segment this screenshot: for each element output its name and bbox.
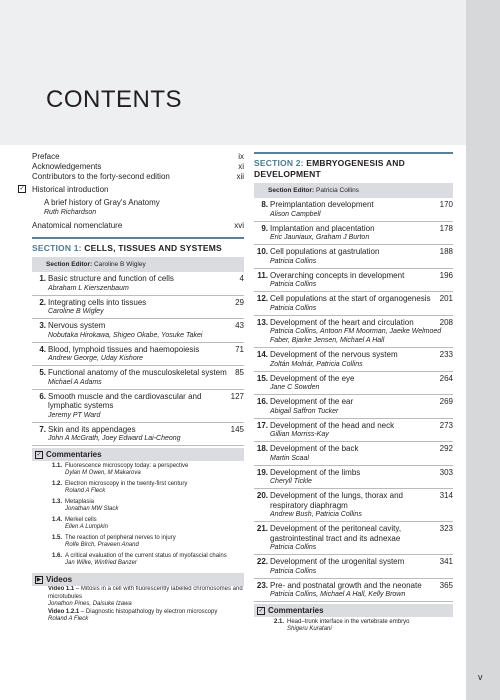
entry-title: Contributors to the forty-second edition <box>32 172 170 181</box>
chapter-entry[interactable] <box>254 419 453 443</box>
chapter-title: Functional anatomy of the musculoskeletal system <box>48 368 227 377</box>
chapter-page: 269 <box>439 397 453 406</box>
right-column <box>254 152 453 635</box>
chapter-title: Implantation and placentation <box>270 223 375 233</box>
chapter-body <box>270 581 453 600</box>
editor-name: Patricia Collins <box>316 187 360 194</box>
chapter-entry[interactable] <box>32 319 244 343</box>
commentary-authors: Rolfe Birch, Praveen Anand <box>65 542 139 548</box>
chapter-entry[interactable] <box>254 555 453 579</box>
chapter-authors: Michael A Adams <box>48 378 102 386</box>
commentary-entry[interactable] <box>32 515 244 533</box>
commentary-body <box>65 481 187 496</box>
chapter-title-row <box>48 425 244 435</box>
chapter-title: Development of the ear <box>270 397 354 406</box>
chapter-authors: Alison Campbell <box>270 210 321 218</box>
video-label: Video 1.1 <box>48 586 75 592</box>
toc-entry-historical-intro[interactable] <box>18 184 244 196</box>
section-name: CELLS, TISSUES AND SYSTEMS <box>84 243 222 253</box>
toc-entry-acknowledgements[interactable] <box>32 162 244 172</box>
section-1-header <box>32 237 244 272</box>
toc-entry-nomenclature[interactable] <box>32 221 244 231</box>
commentary-body <box>65 463 188 478</box>
entry-title: Preface <box>32 152 60 161</box>
section-editor <box>32 257 244 272</box>
chapter-title-row <box>270 444 453 454</box>
chapter-title-row <box>48 321 244 331</box>
chapter-number: 16. <box>256 397 268 406</box>
chapter-body <box>48 274 244 293</box>
chapter-authors: Zoltán Molnár, Patricia Collins <box>270 360 363 368</box>
chapter-entry[interactable] <box>254 222 453 246</box>
chapter-authors: Martin Scaal <box>270 454 309 462</box>
video-line <box>48 609 244 617</box>
entry-title: Anatomical nomenclature <box>32 221 123 230</box>
video-label: Video 1.2.1 <box>48 608 80 615</box>
chapter-title-row <box>48 274 244 284</box>
page-number: v <box>478 672 483 682</box>
chapter-body <box>48 298 244 317</box>
chapter-body <box>270 557 453 576</box>
chapter-entry[interactable] <box>32 390 244 423</box>
chapter-number: 17. <box>256 420 268 430</box>
chapter-title: Basic structure and function of cells <box>48 274 174 283</box>
chapter-number: 2. <box>39 297 46 307</box>
commentary-title: Fluorescence microscopy today: a perspective <box>65 462 189 469</box>
section-name: EMBRYOGENESIS AND DEVELOPMENT <box>254 158 405 179</box>
chapter-title-row <box>270 491 453 510</box>
left-column <box>19 152 244 624</box>
chapter-page: 292 <box>439 444 453 453</box>
chapter-body <box>48 321 244 340</box>
chapter-body <box>48 425 244 444</box>
chapter-page: 303 <box>439 467 453 477</box>
chapter-body <box>48 392 244 420</box>
section-1-chapters <box>32 272 244 446</box>
entry-title: Acknowledgements <box>32 162 102 171</box>
online-icon: ✓ <box>19 186 25 192</box>
chapter-number: 6. <box>39 391 46 401</box>
chapter-authors: Caroline B Wigley <box>48 308 104 315</box>
videos-header <box>32 573 244 586</box>
chapter-body <box>270 421 453 440</box>
commentary-authors: Ellen A Lumpkin <box>65 524 108 530</box>
chapter-title-row <box>270 468 453 478</box>
chapter-title: Smooth muscle and the cardiovascular and lymphatic systems <box>48 391 202 410</box>
chapter-title-row <box>48 298 244 308</box>
video-entry[interactable] <box>32 586 244 609</box>
section-label: SECTION 2: <box>254 158 304 168</box>
chapter-authors: Patricia Collins, Antoon FM Moorman, Jaeike Welmoed Faber, Bjarke Jensen, Michael A Hall <box>270 328 442 344</box>
chapter-page: 188 <box>439 247 453 256</box>
chapter-entry[interactable] <box>254 348 453 372</box>
commentary-number: 1.1. <box>51 462 62 469</box>
chapter-title-row <box>270 350 453 360</box>
chapter-page: 323 <box>439 524 453 533</box>
chapter-title: Development of the peritoneal cavity, gastrointestinal tract and its adnexae <box>270 524 402 543</box>
chapter-page: 208 <box>439 317 453 327</box>
video-icon: ▶ <box>36 577 42 583</box>
chapter-title: Pre- and postnatal growth and the neonate <box>270 580 422 590</box>
chapter-number: 9. <box>261 223 268 233</box>
chapter-authors: Patricia Collins <box>270 257 317 265</box>
chapter-number: 19. <box>256 467 268 477</box>
chapter-authors: Gillian Morriss-Kay <box>270 431 329 438</box>
chapter-number: 13. <box>256 317 268 327</box>
commentary-number: 1.6. <box>51 552 62 559</box>
video-line <box>48 586 244 601</box>
section-1-commentaries <box>32 461 244 569</box>
chapter-title: Development of the eye <box>270 373 355 383</box>
commentary-body <box>65 535 176 550</box>
chapter-number: 21. <box>256 524 268 533</box>
commentary-title: Metaplasia <box>65 498 95 505</box>
chapter-number: 7. <box>39 424 46 434</box>
chapter-page: 365 <box>439 580 453 590</box>
entry-title: A brief history of Gray's Anatomy <box>44 198 160 207</box>
commentary-body <box>65 553 227 568</box>
chapter-title: Development of the nervous system <box>270 350 398 359</box>
section-2-chapters <box>254 198 453 602</box>
chapter-page: 196 <box>439 270 453 280</box>
chapter-page: 170 <box>439 200 453 209</box>
chapter-body <box>48 368 244 387</box>
chapter-title-row <box>48 368 244 378</box>
chapter-body <box>270 271 453 290</box>
chapter-number: 15. <box>256 373 268 383</box>
commentary-body <box>65 517 108 532</box>
chapter-title-row <box>48 392 244 411</box>
chapter-entry[interactable] <box>254 466 453 490</box>
chapter-number: 18. <box>256 444 268 453</box>
commentary-authors: Roland A Fleck <box>65 488 106 494</box>
chapter-entry[interactable] <box>254 269 453 293</box>
chapter-entry[interactable] <box>32 423 244 447</box>
commentary-body <box>65 499 118 514</box>
chapter-title-row <box>270 318 453 328</box>
entry-page: xii <box>236 172 244 181</box>
chapter-body <box>270 444 453 463</box>
entry-page: xvi <box>234 221 244 230</box>
chapter-page: 71 <box>235 344 244 354</box>
chapter-title-row <box>270 247 453 257</box>
chapter-number: 4. <box>39 344 46 354</box>
chapter-entry[interactable] <box>254 316 453 349</box>
chapter-page: 314 <box>439 491 453 500</box>
chapter-number: 11. <box>257 270 268 280</box>
entry-page: ix <box>238 152 244 161</box>
chapter-page: 178 <box>439 223 453 233</box>
chapter-page: 341 <box>439 557 453 566</box>
commentary-entry[interactable] <box>32 479 244 497</box>
chapter-entry[interactable] <box>32 272 244 296</box>
chapter-title-row <box>270 524 453 543</box>
commentary-number: 1.3. <box>51 498 62 505</box>
chapter-authors: Andrew Bush, Patricia Collins <box>270 511 362 518</box>
header-band <box>0 0 466 145</box>
entry-title: Historical introduction <box>32 185 109 194</box>
chapter-authors: Eric Jauniaux, Graham J Burton <box>270 234 370 241</box>
chapter-body <box>270 524 453 552</box>
commentary-authors: Jonathan MW Slack <box>65 506 119 512</box>
chapter-title-row <box>270 271 453 281</box>
chapter-entry[interactable] <box>254 292 453 316</box>
commentary-entry[interactable] <box>32 497 244 515</box>
chapter-page: 85 <box>235 368 244 377</box>
chapter-authors: Abraham L Kierszenbaum <box>48 284 129 292</box>
commentary-title: Merkel cells <box>65 516 97 523</box>
chapter-title-row <box>270 581 453 591</box>
chapter-title-row <box>270 421 453 431</box>
chapter-page: 145 <box>230 424 244 434</box>
chapter-title-row <box>270 224 453 234</box>
commentaries-header <box>254 604 453 617</box>
commentary-number: 1.4. <box>51 516 62 523</box>
chapter-body <box>270 318 453 346</box>
chapter-title-row <box>270 294 453 304</box>
commentary-number: 1.2. <box>51 480 62 487</box>
chapter-title-row <box>270 374 453 384</box>
chapter-title: Integrating cells into tissues <box>48 297 147 307</box>
chapter-entry[interactable] <box>32 366 244 390</box>
chapter-title: Development of the head and neck <box>270 420 395 430</box>
chapter-body <box>270 247 453 266</box>
commentary-title: The reaction of peripheral nerves to injury <box>65 534 176 541</box>
chapter-body <box>270 397 453 416</box>
chapter-title: Overarching concepts in development <box>270 270 405 280</box>
chapter-body <box>270 200 453 219</box>
chapter-entry[interactable] <box>254 489 453 522</box>
section-2-commentaries <box>254 617 453 635</box>
commentary-authors: Dylan M Owen, M Makarova <box>65 470 141 476</box>
chapter-number: 10. <box>256 247 268 256</box>
chapter-number: 1. <box>39 274 46 283</box>
chapter-title: Preimplantation development <box>270 200 374 209</box>
video-title: – Mitosis in a cell with fluorescently labelled chromosomes and microtubules <box>48 586 243 600</box>
side-tab <box>466 0 500 700</box>
chapter-title: Cell populations at gastrulation <box>270 247 380 256</box>
chapter-page: 233 <box>439 350 453 359</box>
chapter-authors: Jeremy PT Ward <box>48 411 101 419</box>
chapter-entry[interactable] <box>254 245 453 269</box>
section-label: SECTION 1: <box>32 243 82 253</box>
commentary-title: A critical evaluation of the current status of myofascial chains <box>65 552 227 559</box>
commentaries-header <box>32 448 244 461</box>
section-title <box>254 158 453 180</box>
chapter-body <box>48 345 244 364</box>
toc-entry-brief-history[interactable] <box>32 198 244 217</box>
chapter-entry[interactable] <box>254 372 453 396</box>
chapter-number: 23. <box>256 580 268 590</box>
chapter-number: 14. <box>256 350 268 359</box>
entry-author: Ruth Richardson <box>44 209 97 216</box>
chapter-body <box>270 374 453 393</box>
chapter-title: Development of the heart and circulation <box>270 317 414 327</box>
toc-entry-contributors[interactable] <box>32 172 244 182</box>
commentary-title: Electron microscopy in the twenty-first century <box>65 480 188 487</box>
chapter-title-row <box>270 200 453 210</box>
video-entry[interactable] <box>32 609 244 624</box>
chapter-title: Cell populations at the start of organogenesis <box>270 294 431 303</box>
chapter-entry[interactable] <box>254 442 453 466</box>
chapter-number: 3. <box>39 321 46 330</box>
chapter-number: 12. <box>256 294 268 303</box>
videos-label: Videos <box>46 575 73 584</box>
chapter-authors: Abigail Saffron Tucker <box>270 407 339 415</box>
chapter-title: Development of the lungs, thorax and respiratory diaphragm <box>270 491 403 510</box>
video-title: – Diagnostic histopathology by electron microscopy <box>80 608 218 615</box>
video-authors: Jonathon Pines, Daisuke Izawa <box>48 601 132 607</box>
section-title <box>32 243 244 254</box>
chapter-body <box>270 224 453 243</box>
chapter-title: Development of the back <box>270 444 359 453</box>
commentary-authors: Shigeru Kuratani <box>287 626 332 632</box>
online-icon: ✓ <box>258 608 264 614</box>
chapter-title: Skin and its appendages <box>48 424 136 434</box>
chapter-authors: Cheryll Tickle <box>270 478 312 485</box>
chapter-body <box>270 294 453 313</box>
chapter-authors: Patricia Collins <box>270 304 317 312</box>
video-authors: Roland A Fleck <box>48 616 89 622</box>
chapter-authors: Patricia Collins <box>270 567 317 575</box>
chapter-page: 127 <box>230 391 244 401</box>
chapter-body <box>270 491 453 519</box>
toc-entry-preface[interactable] <box>32 152 244 162</box>
commentary-entry[interactable] <box>32 461 244 479</box>
chapter-number: 5. <box>39 368 46 377</box>
chapter-authors: Andrew George, Uday Kishore <box>48 355 143 362</box>
chapter-entry[interactable] <box>254 198 453 222</box>
page-title: CONTENTS <box>46 86 182 113</box>
commentaries-label: Commentaries <box>46 450 102 459</box>
chapter-authors: Patricia Collins <box>270 281 317 288</box>
chapter-title-row <box>270 557 453 567</box>
chapter-title-row <box>270 397 453 407</box>
chapter-entry[interactable] <box>254 579 453 603</box>
commentary-entry[interactable] <box>254 617 453 635</box>
online-icon: ✓ <box>36 452 42 458</box>
chapter-number: 20. <box>256 491 268 500</box>
commentaries-label: Commentaries <box>268 606 324 615</box>
chapter-title: Nervous system <box>48 321 106 330</box>
chapter-page: 273 <box>439 420 453 430</box>
chapter-title: Development of the urogenital system <box>270 557 405 566</box>
commentary-entry[interactable] <box>32 533 244 551</box>
commentary-body <box>287 619 409 634</box>
commentary-title: Head–trunk interface in the vertebrate embryo <box>287 618 410 625</box>
chapter-page: 201 <box>439 294 453 303</box>
chapter-body <box>270 350 453 369</box>
section-editor <box>254 183 453 198</box>
chapter-entry[interactable] <box>32 296 244 320</box>
chapter-page: 29 <box>235 297 244 307</box>
chapter-authors: Nobutaka Hirokawa, Shigeo Okabe, Yosuke Takei <box>48 331 203 339</box>
chapter-entry[interactable] <box>254 522 453 555</box>
chapter-title: Blood, lymphoid tissues and haemopoiesis <box>48 344 200 354</box>
chapter-authors: Patricia Collins, Michael A Hall, Kelly Brown <box>270 591 406 598</box>
editor-label: Section Editor: <box>46 261 93 268</box>
chapter-title-row <box>48 345 244 355</box>
commentary-number: 2.1. <box>273 618 284 625</box>
chapter-body <box>270 468 453 487</box>
chapter-authors: John A McGrath, Joey Edward Lai-Cheong <box>48 435 181 442</box>
chapter-authors: Patricia Collins <box>270 544 317 551</box>
section-2-header <box>254 152 453 198</box>
chapter-number: 8. <box>261 200 268 209</box>
chapter-number: 22. <box>256 557 268 566</box>
chapter-page: 43 <box>235 321 244 330</box>
commentary-authors: Jan Wilke, Winfried Banzer <box>65 560 137 566</box>
editor-label: Section Editor: <box>268 187 315 194</box>
chapter-page: 264 <box>439 373 453 383</box>
entry-page: xi <box>238 162 244 171</box>
editor-name: Caroline B Wigley <box>94 261 146 268</box>
chapter-authors: Jane C Sowden <box>270 384 320 391</box>
commentary-entry[interactable] <box>32 551 244 569</box>
chapter-entry[interactable] <box>254 395 453 419</box>
chapter-entry[interactable] <box>32 343 244 367</box>
chapter-page: 4 <box>239 274 244 283</box>
commentary-number: 1.5. <box>51 534 62 541</box>
section-1-videos <box>32 586 244 624</box>
chapter-title: Development of the limbs <box>270 467 361 477</box>
